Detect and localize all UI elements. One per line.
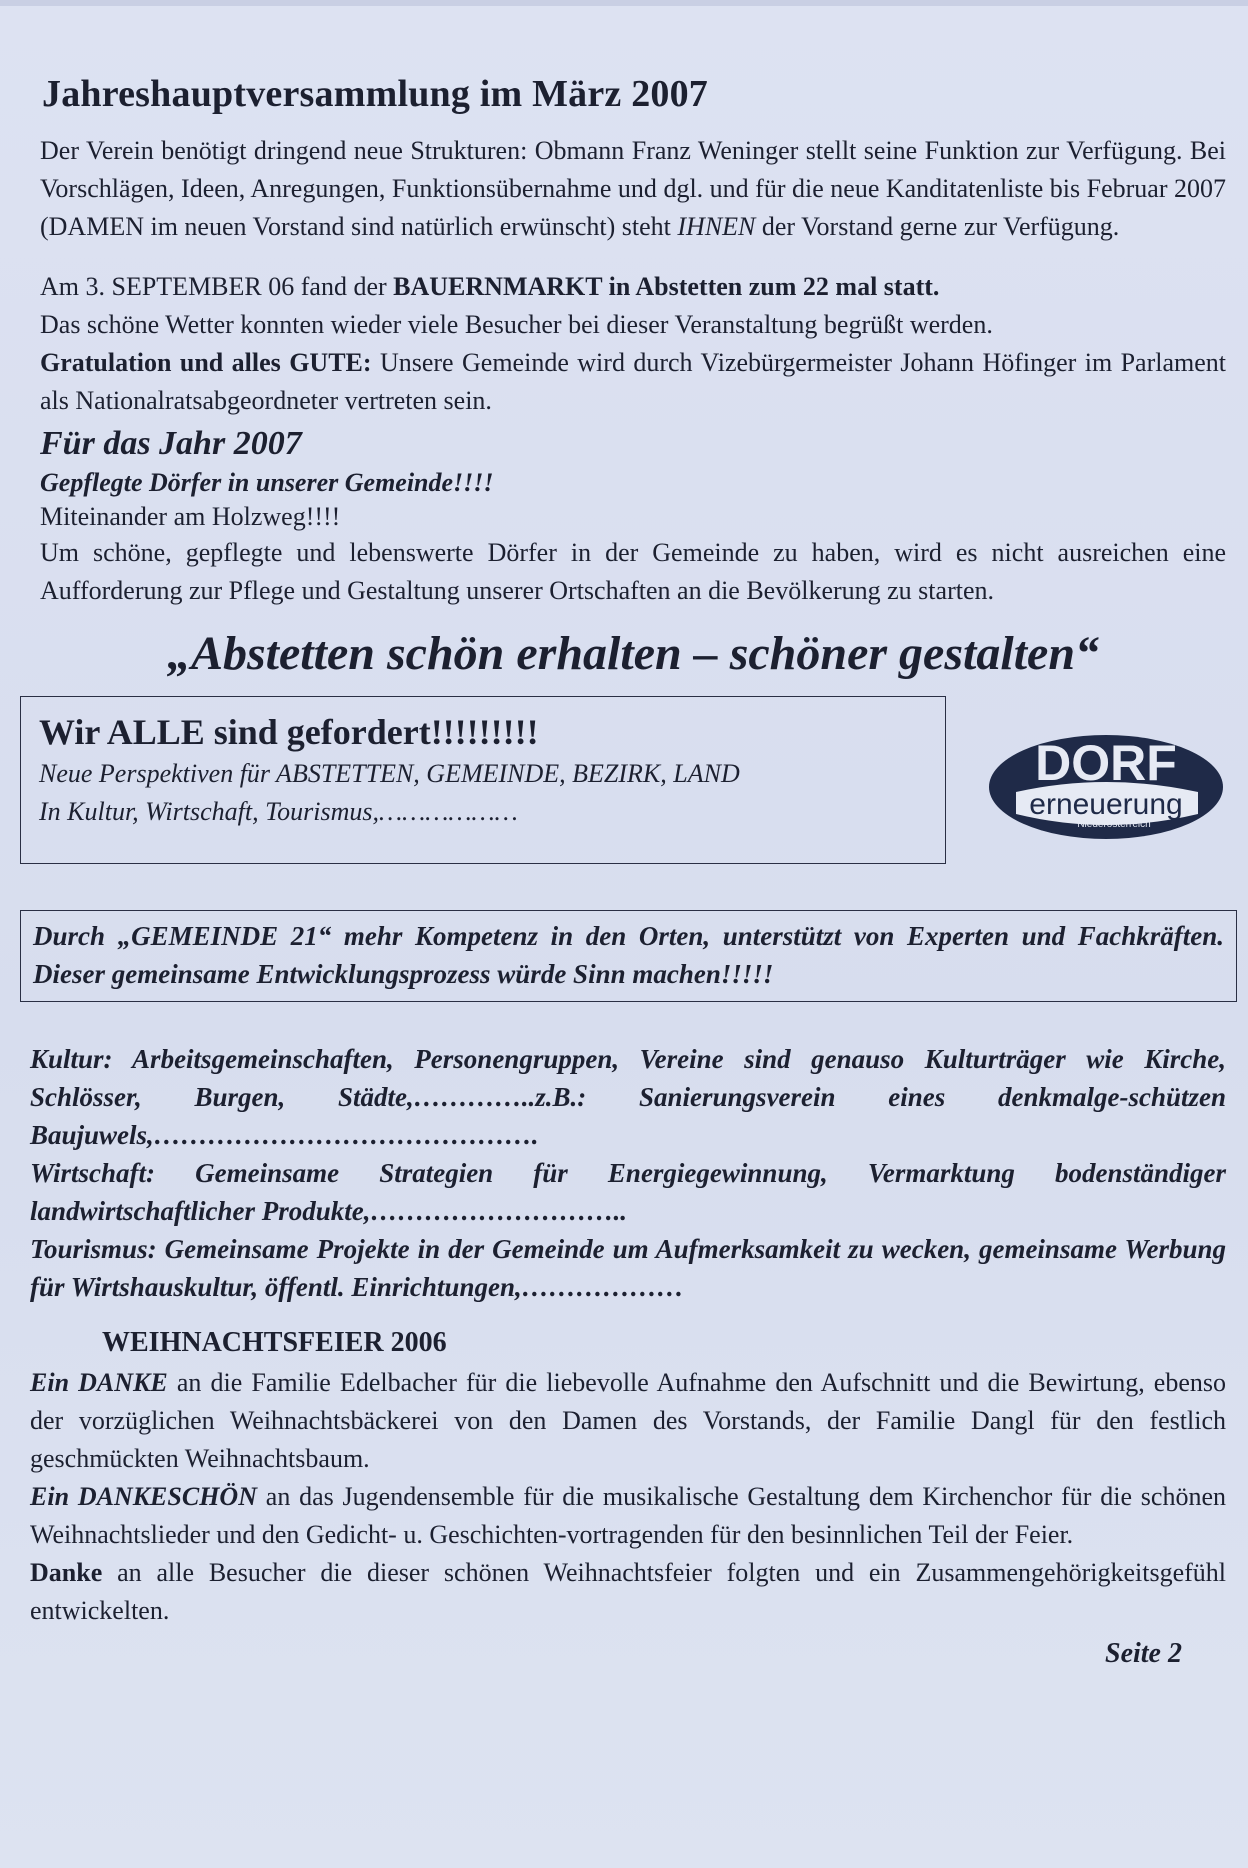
box-gefordert [20, 696, 946, 864]
dorferneuerung-logo-icon [986, 732, 1226, 842]
emphasis-ihnen: IHNEN [677, 212, 756, 241]
box-gefordert-line2: In Kultur, Wirtschaft, Tourismus,……………… [39, 797, 518, 826]
bauernmarkt-weather: Das schöne Wetter konnten wieder viele Besucher bei dieser Veranstaltung begrüßt werden. [40, 310, 993, 339]
paper-top-edge [0, 0, 1248, 6]
paragraph-danke-besucher [30, 1554, 1226, 1630]
paragraph-wirtschaft: Wirtschaft: Gemeinsame Strategien für Energiegewinnung, Vermarktung bodenständiger landwirtschaftlicher Produkte,……………………….. [30, 1158, 1226, 1226]
paragraph-danke-edelbacher [30, 1364, 1226, 1478]
danke-text: an die Familie Edelbacher für die liebevolle Aufnahme den Aufschnitt und die Bewirtung, ebenso der vorzüglichen Weihnachtsbäckerei von den Damen des Vorstands, der Familie Dangl für den festlich geschmückten Weihnachtsbaum. [30, 1368, 1227, 1473]
paragraph-dankeschoen [30, 1478, 1226, 1554]
paragraph-vorstand [40, 132, 1226, 246]
paragraph-text-end: der Vorstand gerne zur Verfügung. [755, 212, 1120, 241]
paragraph-pflege: Um schöne, gepflegte und lebenswerte Dörfer in der Gemeinde zu haben, wird es nicht ausreichen eine Aufforderung zur Pflege und Gestaltung unserer Ortschaften an die Bevölkerung zu starten. [40, 538, 1226, 605]
logo-word-dorf: DORF [1035, 735, 1177, 791]
bereiche-block [30, 1040, 1226, 1306]
perspektiven-row [40, 696, 1226, 864]
subheading-dorfer: Gepflegte Dörfer in unserer Gemeinde!!!! [40, 468, 494, 497]
dankeschoen-emphasis: Ein DANKESCHÖN [30, 1482, 257, 1511]
logo-word-erneuerung: erneuerung [1029, 788, 1183, 821]
bauernmarkt-intro: Am 3. SEPTEMBER 06 fand der [40, 272, 394, 301]
box-gemeinde21 [20, 910, 1237, 1002]
weihnachtsfeier-block [30, 1324, 1226, 1630]
paragraph-bauernmarkt [40, 268, 1226, 420]
box-gemeinde21-text: Durch „GEMEINDE 21“ mehr Kompetenz in den Orten, unterstützt von Experten und Fachkräften. Dieser gemeinsame Entwicklungsprozess würde Sinn machen!!!!! [33, 921, 1224, 989]
gratulation-bold: Gratulation und alles GUTE: [40, 348, 372, 377]
paragraph-text: Der Verein benötigt dringend neue Strukturen: Obmann Franz Weninger stellt seine Funktion zur Verfügung. Bei Vorschlägen, Ideen, Anregungen, Funktionsübernahme und dgl. und für die neue Kanditatenliste bis Februar 2007 (DAMEN im neuen Vorstand sind natürlich erwünscht) steht [40, 136, 1226, 241]
slogan: „Abstetten schön erhalten – schöner gestalten“ [166, 627, 1100, 680]
danke-besucher-bold: Danke [30, 1558, 103, 1587]
paragraph-kultur: Kultur: Arbeitsgemeinschaften, Personengruppen, Vereine sind genauso Kulturträger wie Kirche, Schlösser, Burgen, Städte,…………..z.B.: Sanierungsverein eines denkmalge-schützen Baujuwels,……………………………………. [30, 1044, 1226, 1150]
gratulation-text: Unsere Gemeinde wird durch Vizebürgermeister Johann Höfinger im Parlament als Nationalratsabgeordneter vertreten sein. [40, 348, 1226, 415]
logo-word-noe: Niederösterreich [1077, 819, 1151, 830]
box-gefordert-title: Wir ALLE sind gefordert!!!!!!!!! [39, 712, 539, 752]
weihnachtsfeier-title: WEIHNACHTSFEIER 2006 [102, 1327, 447, 1358]
bauernmarkt-bold: BAUERNMARKT in Abstetten zum 22 mal statt. [393, 272, 940, 301]
year-heading: Für das Jahr 2007 [40, 425, 302, 462]
dankeschoen-text: an das Jugendensemble für die musikalische Gestaltung dem Kirchenchor für die schönen Weihnachtslieder und den Gedicht- u. Geschichten-vortragenden für den besinnlichen Teil der Feier. [30, 1482, 1227, 1549]
page-heading: Jahreshauptversammlung im März 2007 [42, 73, 708, 115]
line-holzweg: Miteinander am Holzweg!!!! [40, 502, 341, 531]
paragraph-tourismus: Tourismus: Gemeinsame Projekte in der Gemeinde um Aufmerksamkeit zu wecken, gemeinsame Werbung für Wirtshauskultur, öffentl. Einrichtungen,……………… [30, 1234, 1226, 1302]
danke-besucher-text: an alle Besucher die dieser schönen Weihnachtsfeier folgten und ein Zusammengehörigkeitsgefühl entwickelten. [30, 1558, 1226, 1625]
page-number: Seite 2 [1105, 1638, 1182, 1669]
box-gefordert-line1: Neue Perspektiven für ABSTETTEN, GEMEINDE, BEZIRK, LAND [39, 759, 740, 788]
dorferneuerung-logo [986, 732, 1226, 847]
danke-emphasis: Ein DANKE [30, 1368, 168, 1397]
